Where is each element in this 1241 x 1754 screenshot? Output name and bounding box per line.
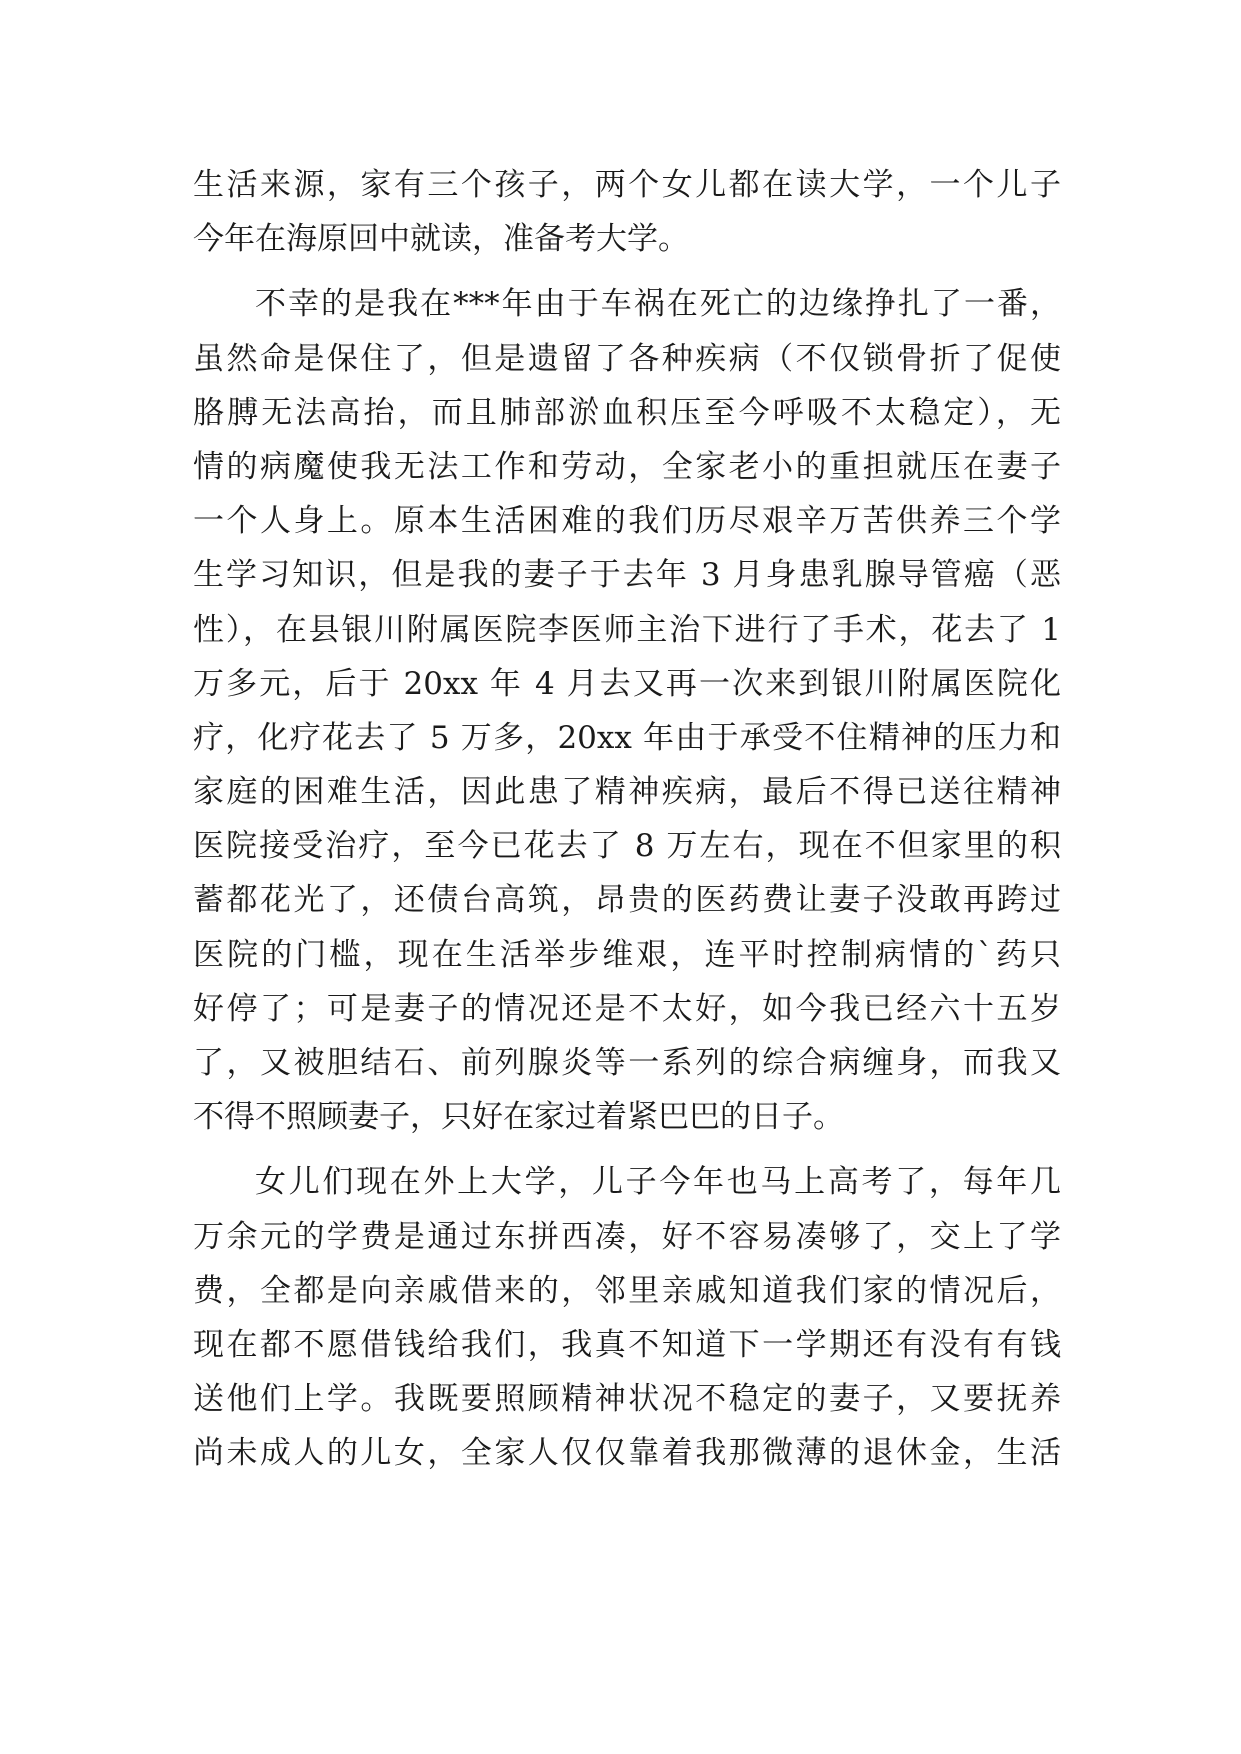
text-line: 生学习知识，但是我的妻子于去年 3 月身患乳腺导管癌（恶 — [193, 557, 1061, 594]
text-line: 一个人身上。原本生活困难的我们历尽艰辛万苦供养三个学 — [193, 503, 1061, 540]
text-line: 疗，化疗花去了 5 万多，20xx 年由于承受不住精神的压力和 — [193, 719, 1061, 756]
text-line: 费，全都是向亲戚借来的，邻里亲戚知道我们家的情况后， — [193, 1272, 1061, 1309]
text-line: 性），在县银川附属医院李医师主治下进行了手术，花去了 1 — [193, 611, 1061, 648]
paragraph-2 — [193, 277, 1061, 1144]
text-line: 现在都不愿借钱给我们，我真不知道下一学期还有没有有钱 — [193, 1326, 1061, 1363]
text-line: 好停了；可是妻子的情况还是不太好，如今我已经六十五岁 — [193, 990, 1061, 1027]
text-line: 情的病魔使我无法工作和劳动，全家老小的重担就压在妻子 — [193, 448, 1061, 485]
text-line: 家庭的困难生活，因此患了精神疾病，最后不得已送往精神 — [193, 774, 1061, 811]
letter-body — [193, 158, 1061, 1481]
text-line: 了，又被胆结石、前列腺炎等一系列的综合病缠身，而我又 — [193, 1045, 1061, 1081]
text-line: 虽然命是保住了，但是遗留了各种疾病（不仅锁骨折了促使 — [193, 340, 1061, 377]
text-line: 医院的门槛，现在生活举步维艰，连平时控制病情的`药只 — [193, 936, 1061, 973]
text-line: 不幸的是我在***年由于车祸在死亡的边缘挣扎了一番， — [255, 286, 1061, 323]
paragraph-gap — [193, 1144, 1061, 1155]
text-line: 送他们上学。我既要照顾精神状况不稳定的妻子，又要抚养 — [193, 1381, 1061, 1418]
text-line: 生活来源，家有三个孩子，两个女儿都在读大学，一个儿子 — [193, 167, 1061, 203]
text-line: 今年在海原回中就读，准备考大学。 — [193, 221, 689, 258]
text-line: 不得不照顾妻子，只好在家过着紧巴巴的日子。 — [193, 1099, 844, 1136]
text-line: 万余元的学费是通过东拼西凑，好不容易凑够了，交上了学 — [193, 1218, 1061, 1255]
paragraph-3 — [193, 1155, 1061, 1480]
text-line: 尚未成人的儿女，全家人仅仅靠着我那微薄的退休金，生活 — [193, 1435, 1061, 1472]
text-line: 胳膊无法高抬，而且肺部淤血积压至今呼吸不太稳定），无 — [193, 394, 1061, 431]
text-line: 医院接受治疗，至今已花去了 8 万左右，现在不但家里的积 — [193, 828, 1061, 865]
text-line: 蓄都花光了，还债台高筑，昂贵的医药费让妻子没敢再跨过 — [193, 882, 1061, 919]
text-line: 女儿们现在外上大学，儿子今年也马上高考了，每年几 — [255, 1164, 1061, 1201]
paragraph-gap — [193, 266, 1061, 277]
paragraph-1 — [193, 158, 1061, 266]
text-line: 万多元，后于 20xx 年 4 月去又再一次来到银川附属医院化 — [193, 665, 1061, 702]
